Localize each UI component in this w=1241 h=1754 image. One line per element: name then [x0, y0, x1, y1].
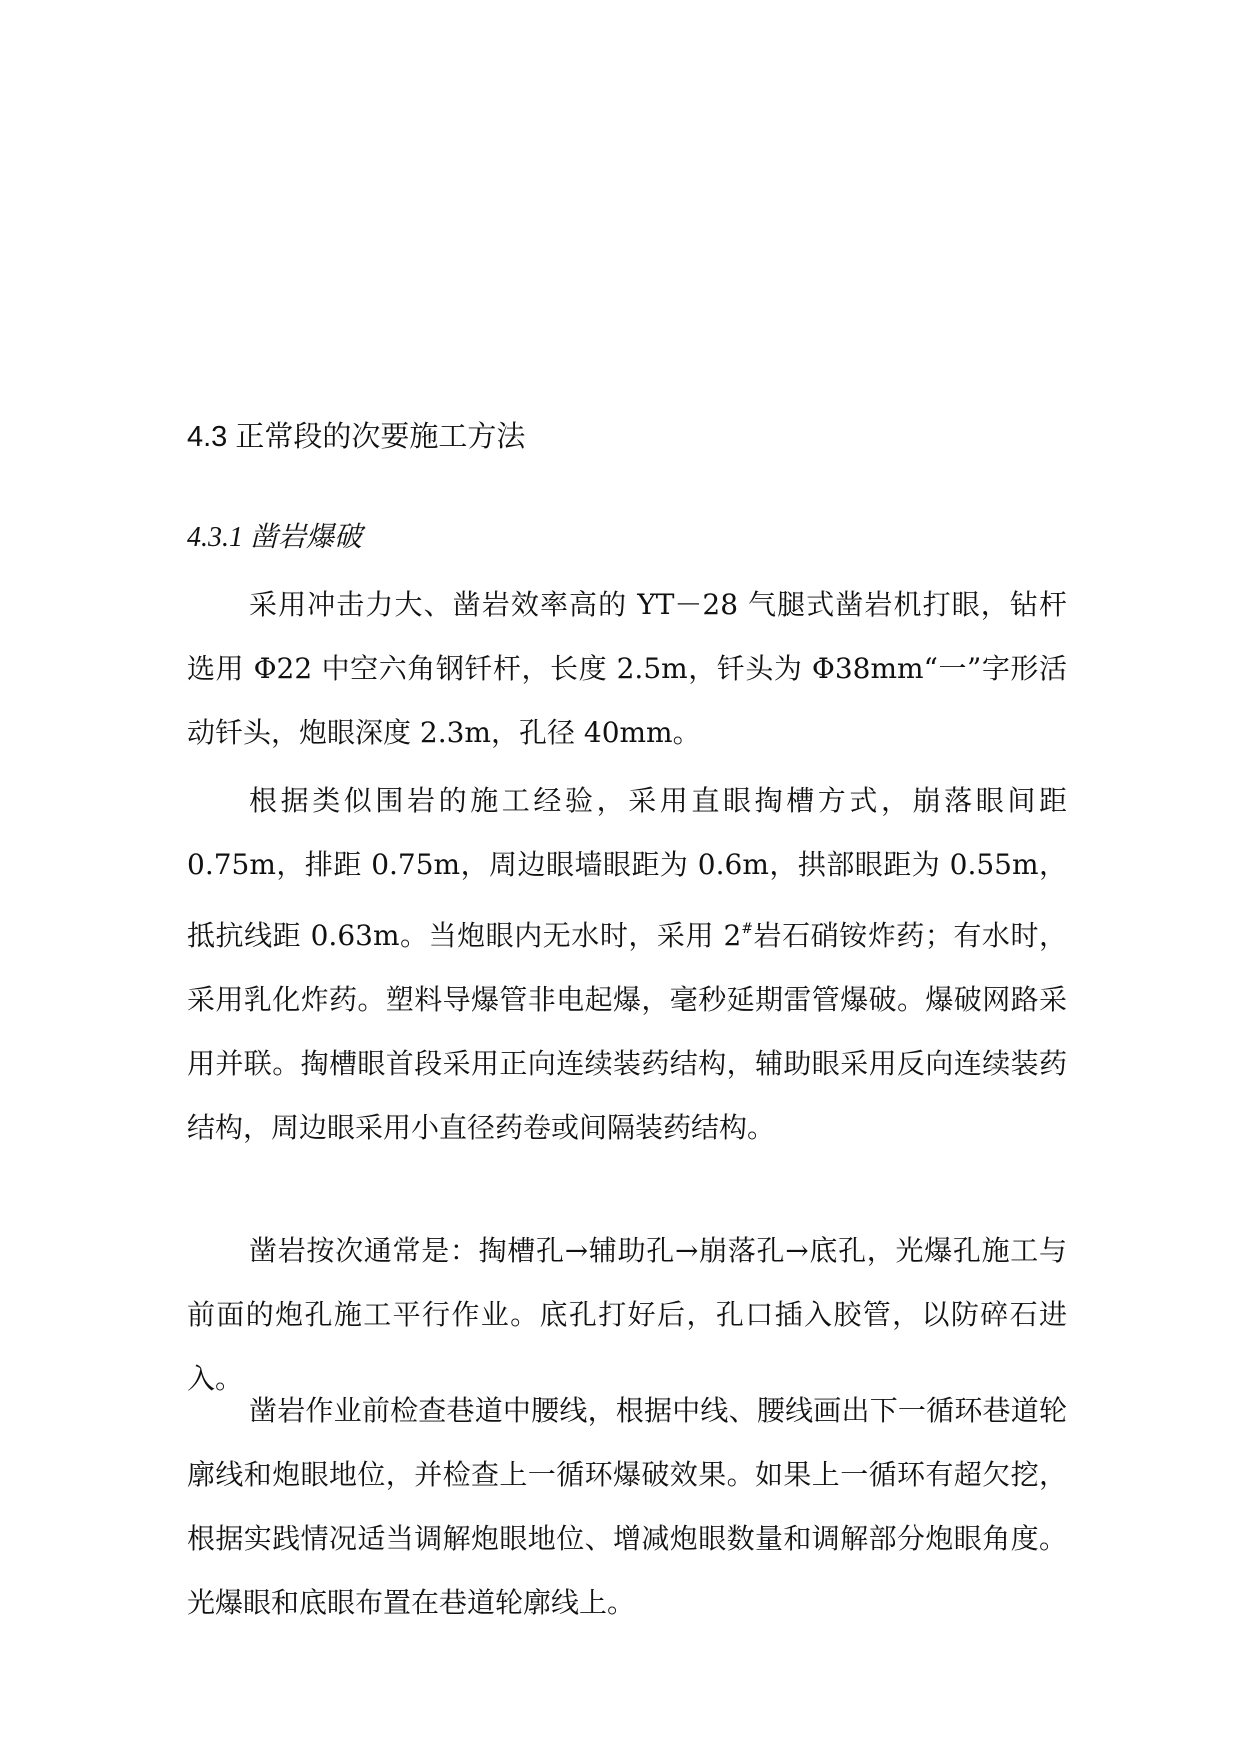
- paragraph-pre-drilling-check: 凿岩作业前检查巷道中腰线，根据中线、腰线画出下一循环巷道轮廓线和炮眼地位，并检查上一循环爆破效果。如果上一循环有超欠挖，根据实践情况适当调解炮眼地位、增减炮眼数量和调解部分炮眼角度。光爆眼和底眼布置在巷道轮廓线上。: [187, 1394, 1067, 1619]
- paragraph-text-segment: 根据类似围岩的施工经验，采用直眼掏槽方式，崩落眼间距 0.75m，排距 0.75m，周边眼墙眼距为 0.6m，拱部眼距为 0.55m，抵抗线距 0.63m。当炮眼内无水时，采用 2: [187, 784, 1067, 952]
- section-heading: 4.3 正常段的次要施工方法: [187, 421, 526, 453]
- paragraph-text-segment: 岩石硝铵炸药；有水时，采用乳化炸药。塑料导爆管非电起爆，毫秒延期雷管爆破。爆破网路采用并联。掏槽眼首段采用正向连续装药结构，辅助眼采用反向连续装药结构，周边眼采用小直径药卷或间隔装药结构。: [187, 919, 1067, 1144]
- paragraph-drilling-sequence: 凿岩按次通常是：掏槽孔→辅助孔→崩落孔→底孔，光爆孔施工与前面的炮孔施工平行作业。底孔打好后，孔口插入胶管，以防碎石进入。: [187, 1234, 1067, 1395]
- paragraph-blasting-parameters: [187, 769, 1067, 1160]
- subsection-heading: 4.3.1 凿岩爆破: [187, 522, 363, 553]
- paragraph-drilling-equipment: 采用冲击力大、凿岩效率高的 YT－28 气腿式凿岩机打眼，钻杆选用 Φ22 中空六角钢钎杆，长度 2.5m，钎头为 Φ38mm“一”字形活动钎头，炮眼深度 2.3m，孔径 40mm。: [187, 588, 1067, 749]
- superscript-mark: #: [741, 921, 754, 937]
